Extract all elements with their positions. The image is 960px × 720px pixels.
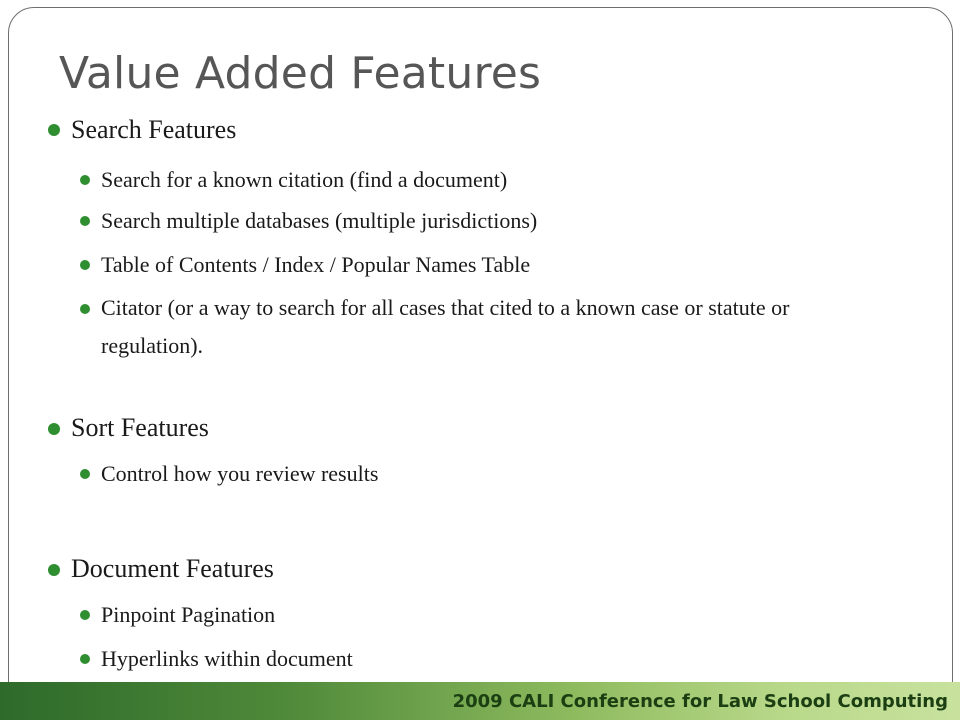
section-heading: Document Features [71,554,274,583]
bullet-icon [80,304,90,314]
section-heading: Sort Features [71,413,209,442]
bullet-icon [80,654,90,664]
bullet-icon [80,175,90,185]
section-heading: Search Features [71,115,237,144]
list-item: Hyperlinks within document [101,646,353,671]
list-item: Table of Contents / Index / Popular Names Table [101,252,531,277]
list-item: Pinpoint Pagination [101,602,276,627]
bullet-icon [80,216,90,226]
bullet-icon [80,469,90,479]
list-item: Citator (or a way to search for all cases that cited to a known case or statute or regulation). [101,295,790,358]
bullet-icon [80,260,90,270]
list-item: Search for a known citation (find a document) [101,167,508,192]
bullet-icon [48,124,60,136]
footer-text: 2009 CALI Conference for Law School Computing [452,691,948,712]
bullet-icon [48,564,60,576]
bullet-icon [48,423,60,435]
slide-title: Value Added Features [59,48,542,99]
list-item: Control how you review results [101,461,379,486]
list-item: Search multiple databases (multiple jurisdictions) [101,208,538,233]
bullet-icon [80,610,90,620]
